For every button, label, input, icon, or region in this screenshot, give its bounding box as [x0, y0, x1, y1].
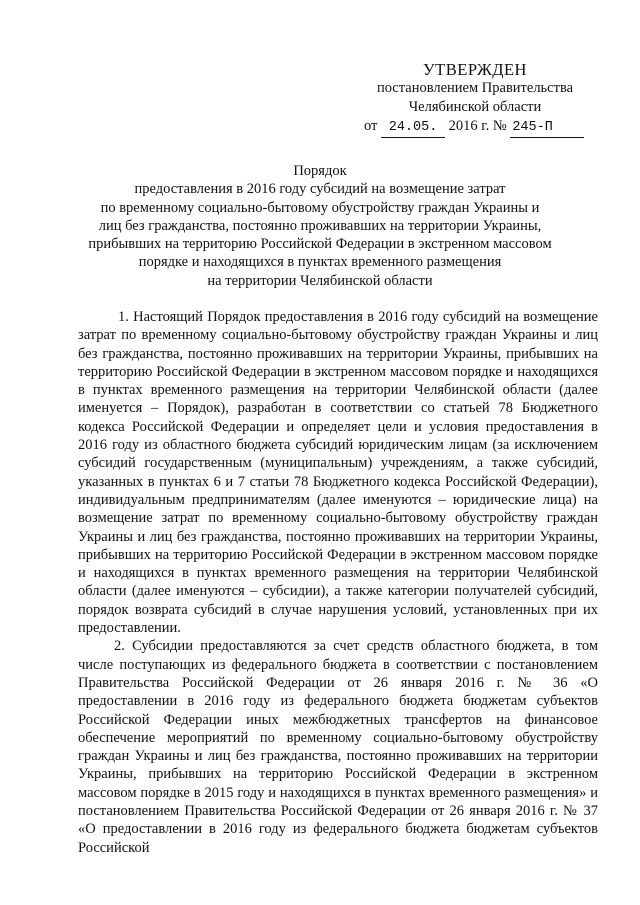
document-title: [70, 162, 570, 290]
decree-number: 245-П: [510, 118, 584, 138]
approval-line-2: Челябинской области: [408, 99, 542, 115]
title-line: лиц без гражданства, постоянно проживавших на территории Украины,: [98, 217, 542, 234]
approval-line-1: постановлением Правительства: [376, 80, 574, 96]
date-value: 24.05.: [381, 118, 445, 138]
title-line: прибывших на территорию Российской Федерации в экстренном массовом: [88, 236, 552, 253]
title-line: Порядок: [293, 163, 347, 179]
approval-date-line: [360, 117, 590, 138]
approval-heading: УТВЕРЖДЕН: [423, 60, 527, 79]
title-line: предоставления в 2016 году субсидий на возмещение затрат: [134, 181, 506, 198]
document-body: [78, 308, 598, 857]
date-prefix: от: [364, 118, 378, 134]
year-text: 2016 г. №: [448, 118, 507, 134]
title-line: порядке и находящихся в пунктах временного размещения: [138, 254, 502, 271]
title-line: на территории Челябинской области: [207, 272, 433, 289]
paragraph-1: 1. Настоящий Порядок предоставления в 2016 году субсидий на возмещение затрат по временному социально-бытовому обустройству граждан Украины и лиц без гражданства, постоянно проживавших на территории Украины, прибывших на территорию Российской Федерации в экстренном массовом порядке и находящихся в пунктах временного размещения на территории Челябинской области (далее именуется – Порядок), разработан в соответствии со статьей 78 Бюджетного кодекса Российской Федерации и определяет цели и условия предоставления в 2016 году из областного бюджета субсидий юридическим лицам (за исключением субсидий государственным (муниципальным) учреждениям, а также субсидий, указанных в пунктах 6 и 7 статьи 78 Бюджетного кодекса Российской Федерации), индивидуальным предпринимателям (далее именуются – юридические лица) на возмещение затрат по временному социально-бытовому обустройству граждан Украины и лиц без гражданства, постоянно проживавших на территории Украины, прибывших на территорию Российской Федерации в экстренном массовом порядке и находящихся в пунктах временного размещения на территории Челябинской области (далее именуются – субсидии), а также категории получателей субсидий, порядок возврата субсидий в случае нарушения условий, установленных при их предоставлении.: [78, 309, 598, 637]
approval-stamp: [360, 60, 590, 138]
title-line: по временному социально-бытовому обустройству граждан Украины и: [100, 199, 540, 216]
paragraph-2: 2. Субсидии предоставляются за счет средств областного бюджета, в том числе поступающих из федерального бюджета в соответствии с постановлением Правительства Российской Федерации от 26 января 2016 г. № 36 «О предоставлении в 2016 году из федерального бюджета бюджетам субъектов Российской Федерации иных межбюджетных трансфертов на финансовое обеспечение мероприятий по временному социально-бытовому обустройству граждан Украины и лиц без гражданства, постоянно проживавших на территории Украины, прибывших на территорию Российской Федерации в экстренном массовом порядке в 2015 году и находящихся в пунктах временного размещения» и постановлением Правительства Российской Федерации от 26 января 2016 г. № 37 «О предоставлении в 2016 году из федерального бюджета бюджетам субъектов Российской: [78, 638, 598, 856]
